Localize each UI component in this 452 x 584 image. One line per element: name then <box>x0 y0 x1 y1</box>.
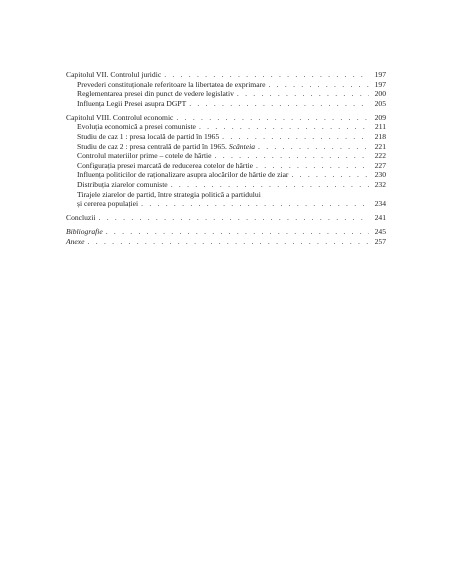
toc-entry-title: Capitolul VIII. Controlul economic <box>66 112 174 122</box>
toc-entry[interactable] <box>66 98 386 108</box>
toc-entry[interactable] <box>66 121 386 131</box>
toc-entry-title: Tirajele ziarelor de partid, între strategia politică a partidului <box>77 189 261 199</box>
toc-entry-page: 227 <box>374 160 386 170</box>
toc-entry-page: 197 <box>374 79 386 89</box>
toc-entry[interactable] <box>66 160 386 170</box>
toc-entry-page: 211 <box>374 122 386 132</box>
dot-leader <box>99 214 369 222</box>
toc-entry-page: 257 <box>374 237 386 246</box>
toc-entry-page: 218 <box>374 132 386 142</box>
toc-entry-title: Evoluția economică a presei comuniste <box>77 122 196 132</box>
toc-entry-page: 232 <box>374 180 386 190</box>
dot-leader <box>189 100 369 108</box>
dot-leader <box>291 171 369 179</box>
toc-entry[interactable] <box>66 169 386 179</box>
toc-entry[interactable] <box>66 198 386 208</box>
dot-leader <box>222 133 369 141</box>
toc-entry-title: Controlul materiilor prime – cotele de hârtie <box>77 151 212 161</box>
dot-leader <box>106 228 369 236</box>
toc-entry-title: Prevederi constituționale referitoare la libertatea de exprimare <box>77 79 266 89</box>
dot-leader <box>215 152 369 160</box>
toc-entry-page: 200 <box>374 89 386 99</box>
toc-entry-first-line[interactable] <box>66 189 386 199</box>
toc-entry-title: Influența Legii Presei asupra DGPT <box>77 98 187 108</box>
toc-entry-title: Influența politicilor de raționalizare asupra alocărilor de hârtie de ziar <box>77 170 289 180</box>
toc-entry[interactable] <box>66 88 386 98</box>
toc-entry-title-wrap <box>77 143 255 151</box>
toc-entry-conclusions[interactable] <box>66 212 386 222</box>
toc-entry-title: Capitolul VII. Controlul juridic <box>66 70 162 79</box>
toc-entry-page: 222 <box>374 151 386 161</box>
dot-leader <box>256 162 369 170</box>
toc-entry-title: Distribuția ziarelor comuniste <box>77 180 168 190</box>
toc-entry-title: Reglementarea presei din punct de vedere legislativ <box>77 89 234 99</box>
toc-entry-page: 241 <box>374 213 386 223</box>
toc-entry-page: 205 <box>374 98 386 108</box>
toc-entry-bibliography[interactable] <box>66 226 386 236</box>
dot-leader <box>237 90 369 98</box>
toc-entry-page: 245 <box>374 227 386 237</box>
toc-entry-title-continued: și cererea populației <box>77 199 139 209</box>
toc-entry-title-italic: Scânteia <box>228 141 255 151</box>
dot-leader <box>176 114 369 122</box>
toc-entry-title: Bibliografie <box>66 227 103 237</box>
toc-entry[interactable] <box>66 79 386 89</box>
toc-entry-page: 230 <box>374 170 386 180</box>
toc-entry-title: Anexe <box>66 237 85 246</box>
dot-leader <box>171 181 369 189</box>
toc-entry-chapter-7[interactable] <box>66 69 386 79</box>
dot-leader <box>141 200 369 208</box>
toc-entry[interactable] <box>66 179 386 189</box>
toc-entry-title: Studiu de caz 1 : presa locală de partid în 1965 <box>77 132 220 142</box>
toc-entry-title: Studiu de caz 2 : presa centrală de partid în 1965. <box>77 141 227 151</box>
table-of-contents <box>66 69 386 246</box>
toc-entry[interactable] <box>66 131 386 141</box>
dot-leader <box>268 81 369 89</box>
toc-entry-annexes[interactable] <box>66 236 386 246</box>
toc-entry-chapter-8[interactable] <box>66 112 386 122</box>
toc-entry-page: 221 <box>374 141 386 151</box>
dot-leader <box>164 71 369 79</box>
toc-entry-page: 197 <box>374 70 386 79</box>
dot-leader <box>88 238 369 246</box>
toc-entry[interactable] <box>66 141 386 151</box>
toc-entry-page: 234 <box>374 199 386 209</box>
dot-leader <box>199 123 369 131</box>
toc-entry-title: Configurația presei marcată de reducerea cotelor de hârtie <box>77 160 254 170</box>
dot-leader <box>258 143 369 151</box>
toc-entry-page: 209 <box>374 112 386 122</box>
toc-entry-title: Concluzii <box>66 213 96 223</box>
toc-entry[interactable] <box>66 150 386 160</box>
